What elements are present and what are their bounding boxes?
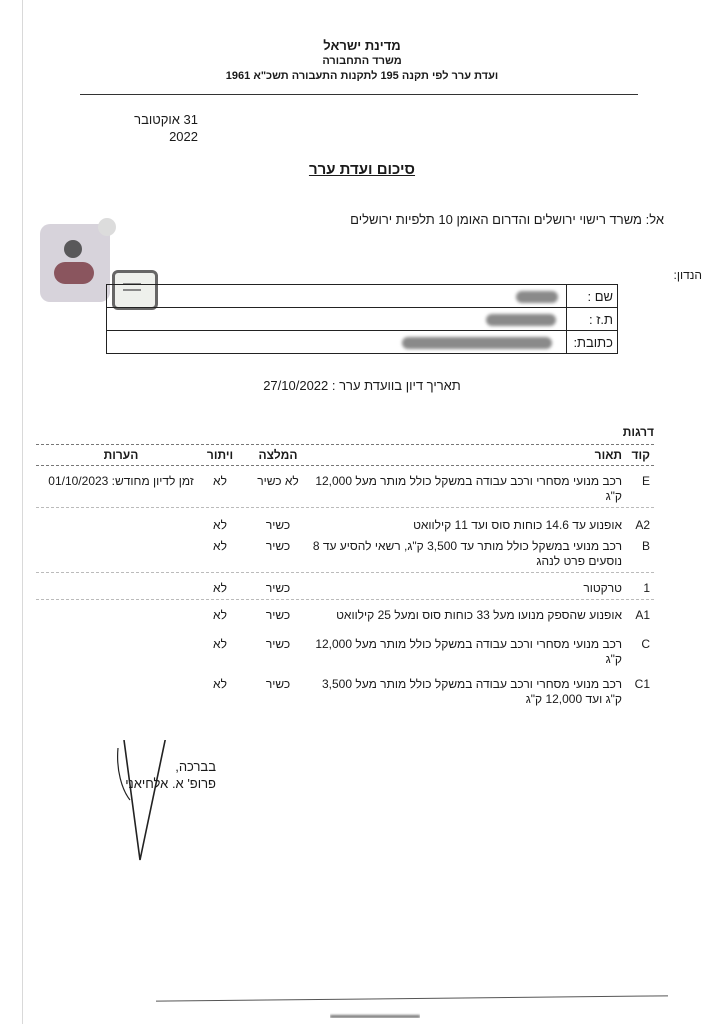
grade-waiver: לא [213,518,227,532]
letterhead-committee: ועדת ערר לפי תקנה 195 לתקנות התעבורה תשכ"א 1961 [225,70,499,82]
grade-notes [46,608,196,623]
page-title: סיכום ועדת ערר [308,161,416,178]
grade-description: רכב מנועי מסחרי ורכב עבודה במשקל כולל מותר מעל 12,000 ק"ג [315,637,622,666]
grade-waiver: לא [213,677,227,691]
grade-description: אופנוע שהספק מנועו מעל 33 כוחות סוס ומעל 25 קילוואט [336,608,622,622]
grade-recommendation: כשיר [265,518,291,532]
table-row [36,581,654,600]
grade-code: C1 [634,677,650,691]
grade-waiver: לא [213,608,227,622]
grade-code: 1 [643,581,650,595]
col-recommendation: המלצה [258,448,298,462]
grade-description: רכב מנועי מסחרי ורכב עבודה במשקל כולל מותר מעל 3,500 ק"ג ועד 12,000 ק"ג [322,677,622,706]
grade-waiver: לא [213,637,227,651]
col-description: תאור [594,448,622,462]
id-value-redacted [107,308,567,331]
table-row [36,539,654,573]
address-row [107,331,618,354]
grade-code: A2 [635,518,650,532]
grade-waiver: לא [213,474,227,488]
signatory-name: פרופ' א. אלחיאני [125,776,216,791]
grades-label: דרגות [622,425,654,439]
grade-recommendation: כשיר [265,677,291,691]
grade-description: רכב מנועי במשקל כולל מותר עד 3,500 ק"ג, רשאי להסיע עד 8 נוסעים פרט לנהג [312,539,622,568]
table-row [36,677,654,707]
table-row [36,474,654,508]
col-code: קוד [631,448,650,462]
header-divider [80,94,638,95]
grade-notes [46,677,196,707]
table-row [36,518,654,533]
grade-description: רכב מנועי מסחרי ורכב עבודה במשקל כולל מותר מעל 12,000 ק"ג [315,474,622,503]
grade-notes [46,518,196,533]
grade-recommendation: כשיר [265,608,291,622]
footer-divider [156,995,668,1001]
grade-code: B [641,539,650,553]
grade-notes [46,581,196,596]
footer-text-cropped [330,1010,420,1018]
grade-code: A1 [635,608,650,622]
grade-waiver: לא [213,581,227,595]
grade-code: E [641,474,650,488]
grade-notes: זמן לדיון מחודש: 01/10/2023 [48,474,194,488]
table-row [36,637,654,667]
address-value-redacted [107,331,567,354]
grade-waiver: לא [213,539,227,553]
grade-description: אופנוע עד 14.6 כוחות סוס ועד 11 קילוואט [413,518,622,532]
name-label: שם : [567,285,618,308]
recipient-line: אל: משרד רישוי ירושלים והדרום האומן 10 תלפיות ירושלים [350,212,664,227]
date-year: 2022 [169,129,198,144]
name-value-redacted [107,285,567,308]
letterhead-state: מדינת ישראל [323,38,401,53]
table-row [36,608,654,623]
grades-table-header [36,444,654,466]
col-waiver: ויתור [206,448,234,462]
grade-recommendation: לא כשיר [257,474,299,488]
hearing-date: תאריך דיון בוועדת ערר : 27/10/2022 [263,378,461,393]
grade-description: טרקטור [583,581,622,595]
id-label: ת.ז : [567,308,618,331]
col-notes: הערות [103,448,139,462]
grades-table [36,444,654,707]
grade-recommendation: כשיר [265,539,291,553]
subject-label: הנדון: [673,268,702,282]
grade-code: C [641,637,650,651]
grade-notes [46,539,196,569]
letterhead [0,38,724,84]
grade-recommendation: כשיר [265,637,291,651]
closing-greeting: בברכה, [175,759,216,774]
letterhead-ministry: משרד התחבורה [322,55,402,67]
name-row [107,285,618,308]
letter-date [108,111,198,145]
signature-block [108,758,216,792]
id-row [107,308,618,331]
address-label: כתובת: [567,331,618,354]
applicant-details-box [106,284,618,354]
grade-notes [46,637,196,667]
scan-edge [22,0,23,1024]
grade-recommendation: כשיר [265,581,291,595]
date-day-month: 31 אוקטובר [134,112,198,127]
